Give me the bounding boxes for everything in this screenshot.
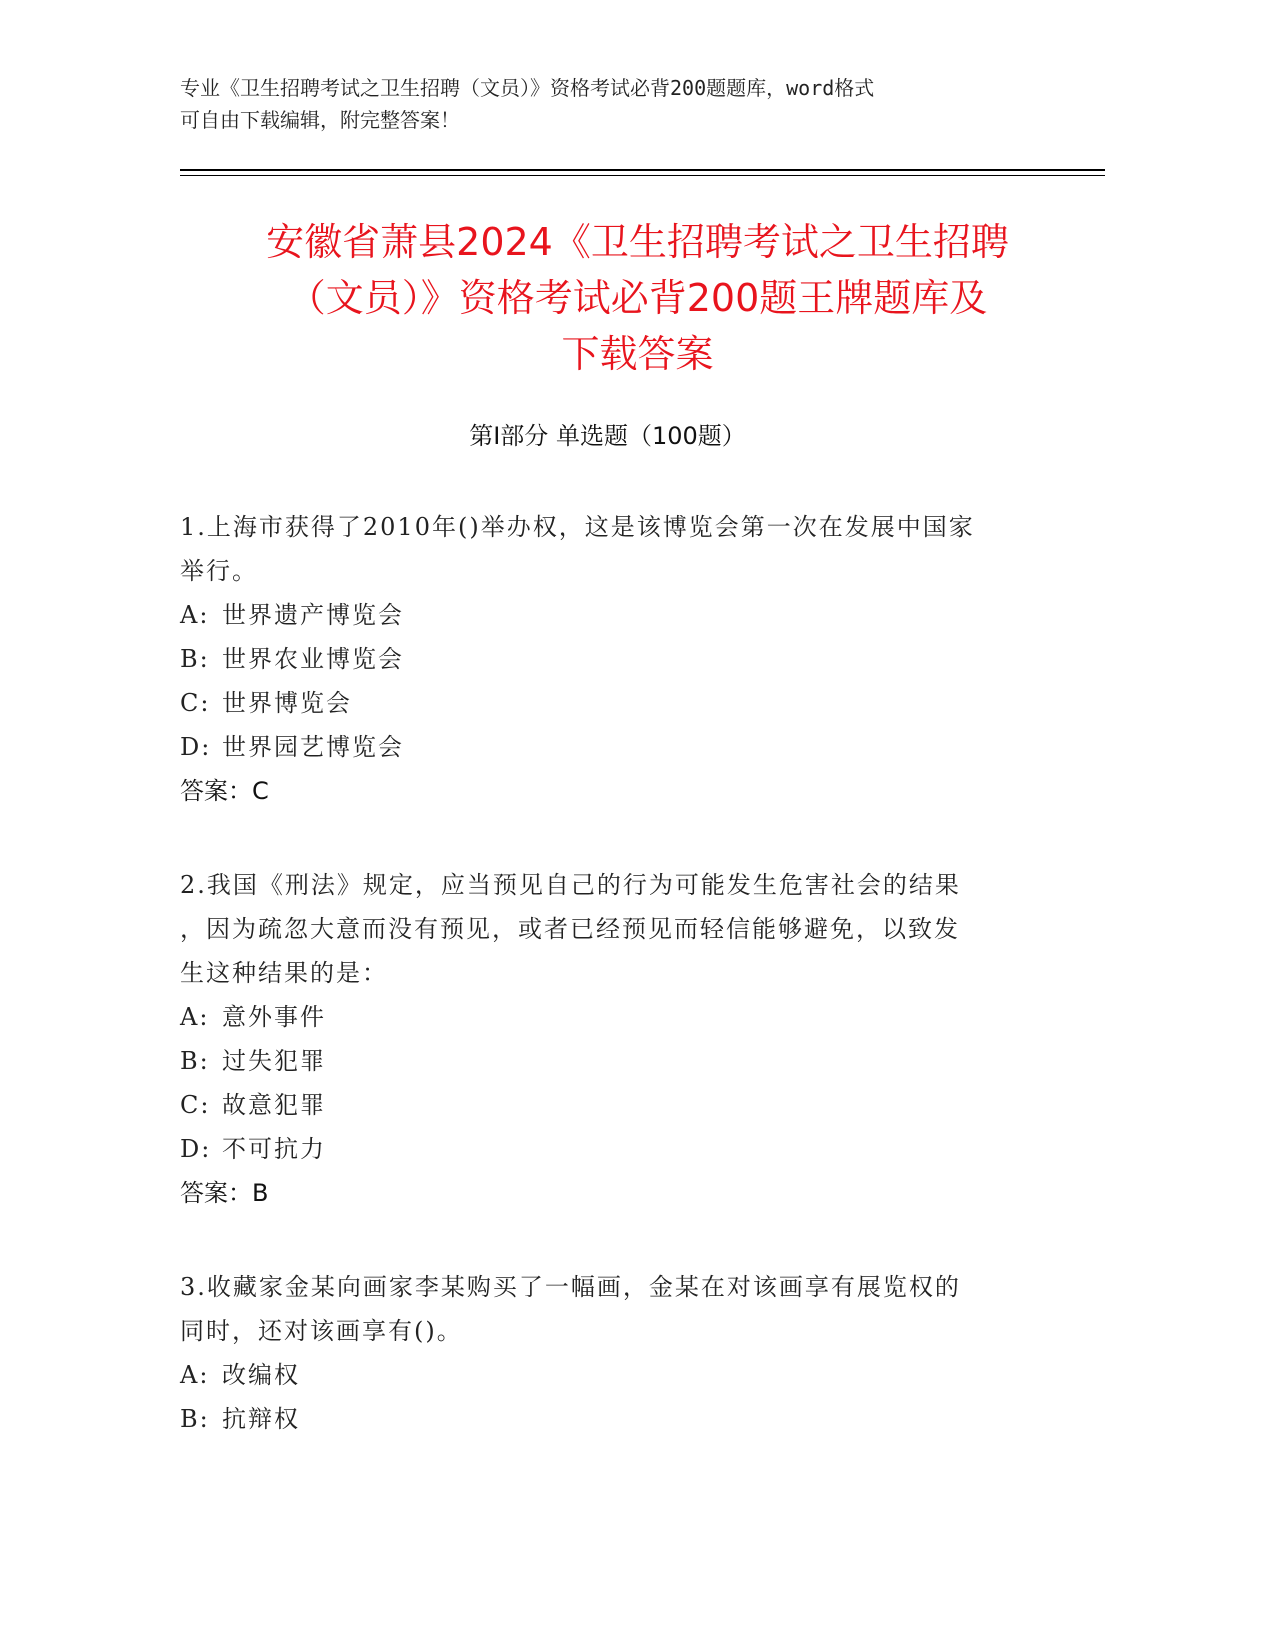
- option-letter: B:: [180, 1047, 210, 1075]
- header-divider-thick: [180, 169, 1105, 171]
- question-stem-line: 生这种结果的是：: [180, 959, 388, 987]
- question-item: [180, 1265, 1040, 1441]
- document-title-line-3: 下载答案: [561, 332, 714, 376]
- question-option: [180, 1353, 1040, 1397]
- option-letter: D:: [180, 733, 212, 761]
- question-option: [180, 637, 1040, 681]
- question-answer: 答案：C: [180, 777, 269, 805]
- question-item: [180, 505, 1040, 813]
- option-letter: D:: [180, 1135, 212, 1163]
- option-text: 世界园艺博览会: [222, 733, 404, 761]
- document-title: [160, 214, 1115, 382]
- question-stem-line: 3.收藏家金某向画家李某购买了一幅画，金某在对该画享有展览权的: [180, 1273, 961, 1301]
- question-item: [180, 863, 1040, 1215]
- header-note-line-2: 可自由下载编辑，附完整答案！: [180, 108, 460, 132]
- document-title-line-1: 安徽省萧县2024《卫生招聘考试之卫生招聘: [266, 220, 1009, 264]
- option-letter: A:: [180, 1003, 210, 1031]
- question-answer: 答案：B: [180, 1179, 269, 1207]
- option-text: 不可抗力: [222, 1135, 326, 1163]
- header-divider-thin: [180, 175, 1105, 176]
- question-option: [180, 995, 1040, 1039]
- question-list: [180, 505, 1040, 1491]
- question-stem-line: 同时，还对该画享有()。: [180, 1317, 463, 1345]
- header-note: [180, 72, 1040, 136]
- option-letter: B:: [180, 645, 210, 673]
- option-letter: B:: [180, 1405, 210, 1433]
- option-letter: C:: [180, 689, 211, 717]
- document-title-line-2: （文员）》资格考试必背200题王牌题库及: [287, 276, 988, 320]
- option-text: 故意犯罪: [222, 1091, 326, 1119]
- option-letter: A:: [180, 1361, 210, 1389]
- question-option: [180, 1397, 1040, 1441]
- question-stem-line: ，因为疏忽大意而没有预见，或者已经预见而轻信能够避免，以致发: [180, 915, 960, 943]
- question-stem-line: 2.我国《刑法》规定，应当预见自己的行为可能发生危害社会的结果: [180, 871, 961, 899]
- question-stem-line: 1.上海市获得了2010年()举办权，这是该博览会第一次在发展中国家: [180, 513, 975, 541]
- option-letter: C:: [180, 1091, 211, 1119]
- question-option: [180, 681, 1040, 725]
- option-text: 过失犯罪: [222, 1047, 326, 1075]
- option-text: 世界农业博览会: [222, 645, 404, 673]
- question-option: [180, 593, 1040, 637]
- option-text: 改编权: [222, 1361, 300, 1389]
- option-text: 意外事件: [222, 1003, 326, 1031]
- header-note-line-1: 专业《卫生招聘考试之卫生招聘（文员）》资格考试必背200题题库，word格式: [180, 76, 875, 100]
- section-title: 第Ⅰ部分 单选题（100题）: [469, 422, 746, 450]
- question-option: [180, 1083, 1040, 1127]
- question-option: [180, 1039, 1040, 1083]
- option-text: 世界博览会: [222, 689, 352, 717]
- question-stem-line: 举行。: [180, 557, 258, 585]
- question-option: [180, 725, 1040, 769]
- option-text: 世界遗产博览会: [222, 601, 404, 629]
- question-option: [180, 1127, 1040, 1171]
- option-letter: A:: [180, 601, 210, 629]
- option-text: 抗辩权: [222, 1405, 300, 1433]
